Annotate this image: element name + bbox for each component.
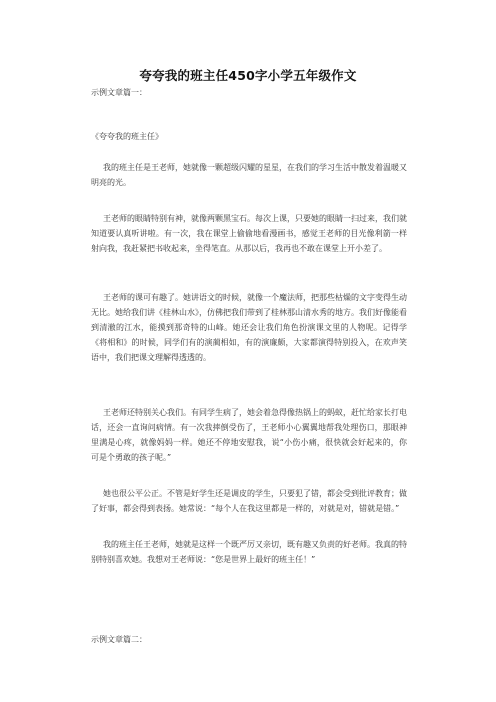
paragraph-3: 王老师的课可有趣了。她讲语文的时候，就像一个魔法师，把那些枯燥的文字变得生动无比。她给我们讲《桂林山水》，仿佛把我们带到了桂林那山清水秀的地方。我们好像能看到清澈的江水，能摸到那奇特的山峰。她还会让我们角色扮演课文里的人物呢。记得学《将相和》的时候，同学们有的演蔺相如，有的演廉颇，大家都演得特别投入，在欢声笑语中，我们把课文理解得透透的。	[91, 293, 407, 362]
paragraph-4: 王老师还特别关心我们。有同学生病了，她会着急得像热锅上的蚂蚁，赶忙给家长打电话，还会一直询问病情。有一次我摔倒受伤了，王老师小心翼翼地帮我处理伤口，那眼神里满是心疼，就像妈妈一样。她还不停地安慰我，说“小伤小痛，很快就会好起来的，你可是个勇敢的孩子呢。”	[91, 408, 407, 462]
essay-title: 《夸夸我的班主任》	[91, 132, 163, 141]
paragraph-6: 我的班主任王老师，她就是这样一个既严厉又亲切，既有趣又负责的好老师。我真的特别特别喜欢她。我想对王老师说：“您是世界上最好的班主任！”	[91, 540, 407, 564]
document-title: 夸夸我的班主任450字小学五年级作文	[139, 68, 357, 83]
sample-label-1: 示例文章篇一：	[91, 88, 147, 97]
paragraph-5: 她也很公平公正。不管是好学生还是调皮的学生，只要犯了错，都会受到批评教育；做了好事，都会得到表扬。她常说：“每个人在我这里都是一样的，对就是对，错就是错。”	[91, 489, 407, 513]
sample-label-2: 示例文章篇二：	[91, 635, 147, 644]
paragraph-1: 我的班主任是王老师，她就像一颗超级闪耀的星星，在我们的学习生活中散发着温暖又明亮的光。	[91, 163, 407, 187]
paragraph-2: 王老师的眼睛特别有神，就像两颗黑宝石。每次上课，只要她的眼睛一扫过来，我们就知道要认真听讲啦。有一次，我在课堂上偷偷地看漫画书，感觉王老师的目光像利箭一样射向我，我赶紧把书收起来，坐得笔直。从那以后，我再也不敢在课堂上开小差了。	[91, 214, 407, 253]
